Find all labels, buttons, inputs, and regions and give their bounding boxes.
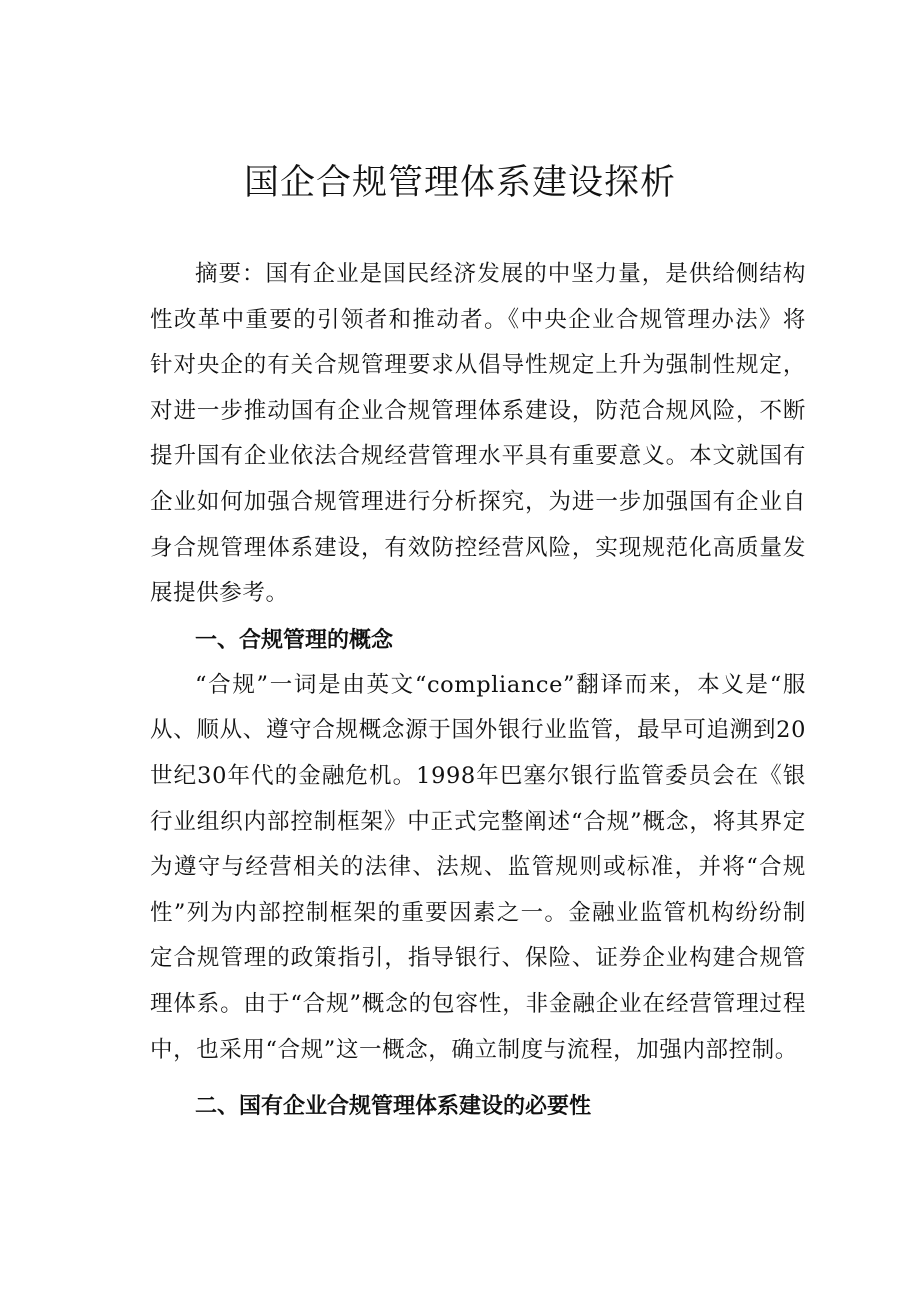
- document-title: 国企合规管理体系建设探析: [243, 163, 676, 203]
- document-body: [150, 252, 806, 1129]
- section-heading-concept: 一、合规管理的概念: [195, 627, 394, 653]
- section-paragraph-concept: “合规”一词是由英文“compliance”翻译而来，本义是“服从、顺从、遵守合规概念源于国外银行业监管，最早可追溯到20世纪30年代的金融危机。1998年巴塞尔银行监管委员会在《银行业组织内部控制框架》中正式完整阐述“合规”概念，将其界定为遵守与经营相关的法律、法规、监管规则或标准，并将“合规性”列为内部控制框架的重要因素之一。金融业监管机构纷纷制定合规管理的政策指引，指导银行、保险、证券企业构建合规管理体系。由于“合规”概念的包容性，非金融企业在经营管理过程中，也采用“合规”这一概念，确立制度与流程，加强内部控制。: [150, 671, 806, 1063]
- abstract-paragraph: 摘要：国有企业是国民经济发展的中坚力量，是供给侧结构性改革中重要的引领者和推动者。《中央企业合规管理办法》将针对央企的有关合规管理要求从倡导性规定上升为强制性规定，对进一步推动国有企业合规管理体系建设，防范合规风险，不断提升国有企业依法合规经营管理水平具有重要意义。本文就国有企业如何加强合规管理进行分析探究，为进一步加强国有企业自身合规管理体系建设，有效防控经营风险，实现规范化高质量发展提供参考。: [150, 261, 806, 607]
- section-heading-necessity: 二、国有企业合规管理体系建设的必要性: [195, 1094, 592, 1120]
